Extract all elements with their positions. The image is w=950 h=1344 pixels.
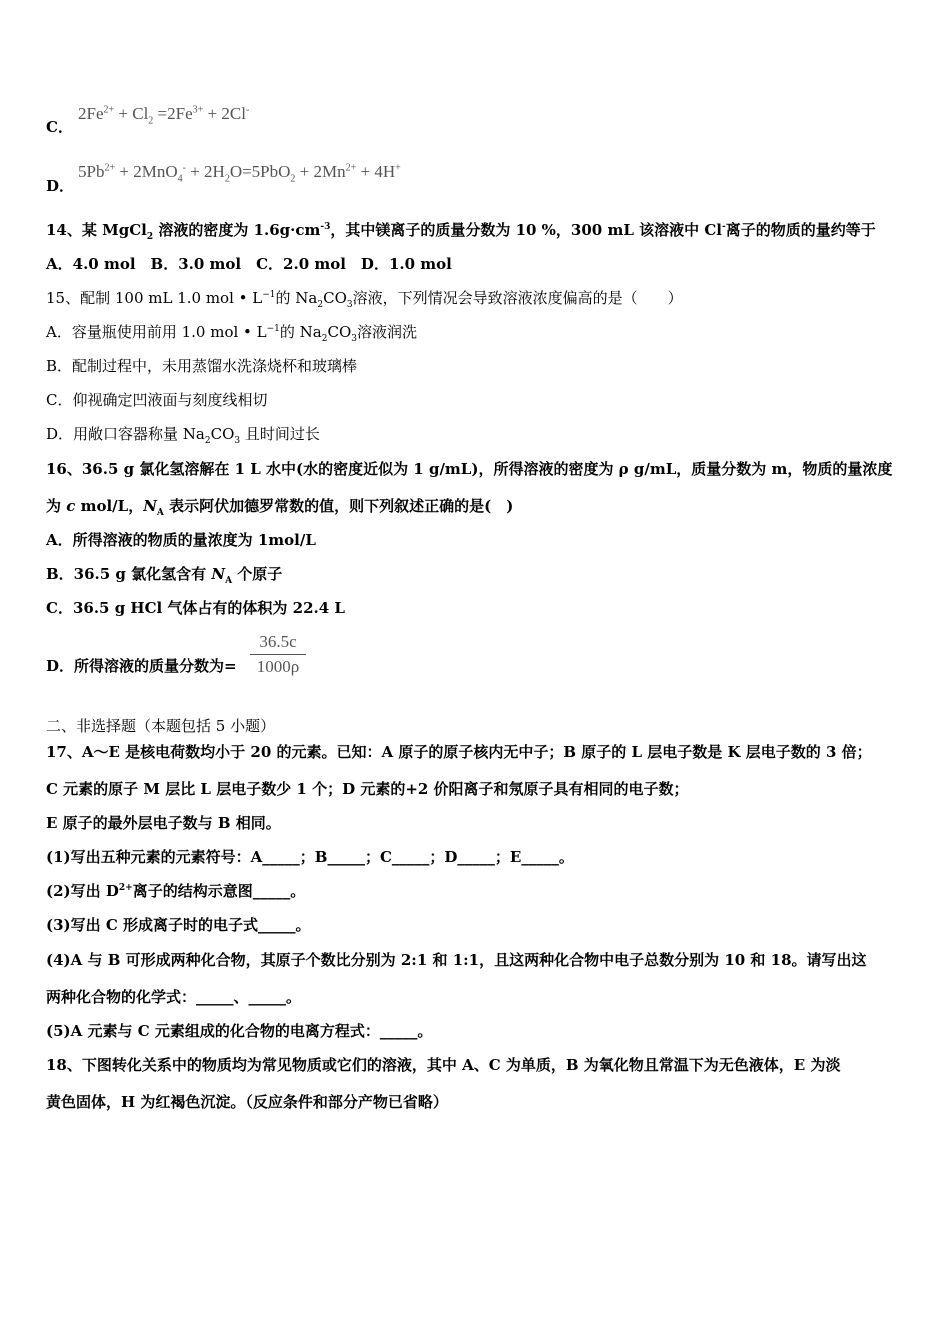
q17-part2: (2)写出 $D^{2+}$离子的结构示意图_____。: [46, 882, 306, 900]
q15-option-d: D．用敞口容器称量 $Na_2CO_3$ 且时间过长: [46, 425, 320, 446]
q16-stem-line1: 16、36.5 g 氯化氢溶解在 1 L 水中(水的密度近似为 1 g/mL)，所得溶液的密度为 ρ g/mL，质量分数为 m，物质的量浓度: [46, 460, 893, 478]
q17-part4-line2: 两种化合物的化学式：_____、_____。: [46, 988, 302, 1006]
q16-option-a: A．所得溶液的物质的量浓度为 1mol/L: [46, 531, 316, 549]
q13-option-d-formula: $5Pb^{2+} + 2MnO_4^- + 2H_2O=5PbO_2 + 2Mn^{2+} + 4H^+$: [78, 162, 401, 185]
fraction-denominator: 1000ρ: [256, 657, 300, 676]
q13-option-c-formula: $2Fe^{2+} + Cl_2 =2Fe^{3+} + 2Cl^-$: [78, 104, 250, 127]
q15-option-c: C．仰视确定凹液面与刻度线相切: [46, 391, 268, 409]
q14-options: A．4.0 mol B．3.0 mol C．2.0 mol D．1.0 mol: [46, 255, 452, 273]
q15-option-a: A．容量瓶使用前用 1.0 mol • $L^{-1}$的 $Na_2CO_3$溶液润洗: [46, 323, 418, 344]
q14-stem: 14、某 MgCl$_2$ 溶液的密度为 $1.6g\cdot cm^{-3}$，其中镁离子的质量分数为 10 %，300 mL 该溶液中 Cl-离子的物质的量约等于: [46, 221, 876, 242]
q16-option-b: B．36.5 g 氯化氢含有 $N_A$ 个原子: [46, 565, 283, 586]
fraction-numerator: 36.5c: [250, 632, 306, 655]
q17-part4-line1: (4)A 与 B 可形成两种化合物，其原子个数比分别为 2:1 和 1:1，且这两种化合物中电子总数分别为 10 和 18。请写出这: [46, 951, 867, 969]
q15-option-b: B．配制过程中，未用蒸馏水洗涤烧杯和玻璃棒: [46, 357, 358, 375]
q13-option-c-label: C．: [46, 118, 73, 136]
section-heading: 二、非选择题（本题包括 5 小题）: [46, 717, 276, 735]
q16-option-d-fraction: [250, 632, 306, 677]
q15-stem: 15、配制 100 mL 1.0 mol • $L^{-1}$的 $Na_2CO_3$溶液，下列情况会导致溶液浓度偏高的是（ ）: [46, 289, 683, 310]
q16-option-d: D．所得溶液的质量分数为=: [46, 657, 237, 675]
q17-stem-line1: 17、A～E 是核电荷数均小于 20 的元素。已知：A 原子的原子核内无中子；B 原子的 L 层电子数是 K 层电子数的 3 倍；: [46, 743, 872, 761]
q17-part3: (3)写出 C 形成离子时的电子式_____。: [46, 916, 311, 934]
q17-stem-line3: E 原子的最外层电子数与 B 相同。: [46, 814, 281, 832]
q13-option-d-label: D．: [46, 177, 75, 195]
q18-stem-line2: 黄色固体，H 为红褐色沉淀。（反应条件和部分产物已省略）: [46, 1093, 448, 1111]
q16-option-c: C．36.5 g HCl 气体占有的体积为 22.4 L: [46, 599, 345, 617]
q16-stem-line2: 为 c mol/L，$N_A$ 表示阿伏加德罗常数的值，则下列叙述正确的是( ): [46, 497, 514, 518]
q17-stem-line2: C 元素的原子 M 层比 L 层电子数少 1 个；D 元素的+2 价阳离子和氖原子具有相同的电子数；: [46, 780, 689, 798]
q17-part1: (1)写出五种元素的元素符号：A_____；B_____；C_____；D_____；E_____。: [46, 848, 574, 866]
q18-stem-line1: 18、下图转化关系中的物质均为常见物质或它们的溶液，其中 A、C 为单质，B 为氧化物且常温下为无色液体，E 为淡: [46, 1056, 841, 1074]
q17-part5: (5)A 元素与 C 元素组成的化合物的电离方程式：_____。: [46, 1022, 433, 1040]
